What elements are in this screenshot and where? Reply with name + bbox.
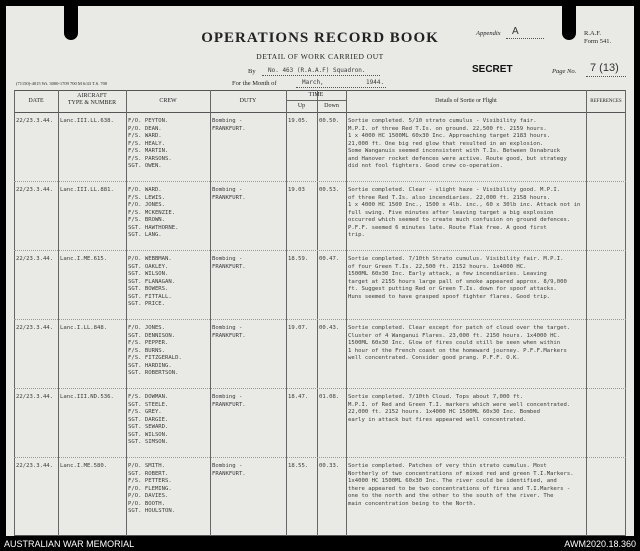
document-page (6, 6, 634, 536)
crew-member: F/O. WARD. (128, 187, 162, 193)
crew-member: F/S. MCKENZIE. (128, 209, 176, 216)
row-aircraft: Lanc.III.LL.638. (60, 118, 114, 124)
row-details-line: of three Red T.Is. also incendiaries. 22,000 ft. 2158 hours. (348, 194, 551, 201)
row-time-up: 18.47. (288, 394, 309, 400)
crew-member: F/S. LEWIS. (128, 194, 166, 201)
row-details-line: Sortie completed. 7/10th Cloud. Tops about 7,000 ft. (348, 394, 524, 400)
row-duty: FRANKFURT. (212, 263, 246, 270)
row-details-line: 1500ML 60x30 Inc. Glow of fires could still be seen when within (348, 340, 561, 346)
crew-member: SGT. FITTALL. (128, 293, 172, 300)
row-details-line: 21,000 ft. One big red glow that resulted in an explosion. (348, 140, 544, 147)
crew-member: SGT. HOULSTON. (128, 508, 176, 514)
row-duty: Bombing - (212, 325, 243, 331)
row-details-line: ft. Suggest putting Red or Green T.Is. down for spoof attacks. (348, 286, 557, 292)
row-details-line: Sortie completed. Clear - slight haze - Visibility good. M.P.I. (348, 187, 561, 193)
footer-accession-number: AWM2020.18.360 (564, 539, 636, 549)
crew-member: SGT. HARDING. (128, 362, 172, 369)
row-time-up: 18.59. (288, 256, 309, 262)
row-details-line: M.P.I. of three Red T.Is. on ground. 22,500 ft. 2159 hours. (348, 125, 547, 132)
page-no-value: 7 (13) (590, 62, 619, 74)
crew-member: P/O. DEAN. (128, 125, 162, 132)
crew-member: F/S. FITZGERALD. (128, 355, 182, 361)
crew-member: SGT. WILSON. (128, 271, 169, 277)
row-details-line: 1500ML 60x30 Inc. Early attack, a few incendiaries. Leaving (348, 271, 547, 277)
col-header-down: Down (324, 103, 339, 109)
row-details-line: one to the north and the other to the south of the river. The (348, 493, 554, 499)
header-bottom-border (14, 112, 626, 113)
row-duty: FRANKFURT. (212, 401, 246, 408)
col-border (286, 90, 287, 536)
row-details-line: well concentrated. Consider good prang. P.F.F. O.K. (348, 355, 520, 361)
crew-member: SGT. BOWERS. (128, 286, 169, 292)
row-time-up: 18.55. (288, 463, 309, 469)
month-underline (296, 87, 386, 88)
row-time-up: 19.05. (288, 118, 309, 124)
month-label: For the Month of (232, 80, 277, 87)
crew-member: SGT. FLANAGAN. (128, 278, 176, 285)
row-duty: FRANKFURT. (212, 194, 246, 201)
crew-member: F/S. WARD. (128, 133, 162, 139)
row-separator (14, 181, 626, 182)
crew-member: SGT. WILSON. (128, 431, 169, 438)
row-details-line: main concentration being to the North. (348, 500, 476, 507)
page-no-label: Page No. (552, 68, 577, 75)
row-details-line: occurred which seemed to create much confusion on ground defences. (348, 217, 571, 223)
crew-member: SGT. SEWARD. (128, 424, 169, 430)
row-aircraft: Lanc.I.ME.615. (60, 256, 108, 262)
col-header-details: Details of Sortie or Flight (435, 98, 497, 104)
row-details-line: Sortie completed. 5/10 strato cumulus - Visibility fair. (348, 118, 537, 124)
crew-member: P/O. SMITH. (128, 463, 166, 469)
col-header-crew: CREW (159, 98, 177, 104)
row-date: 22/23.3.44. (16, 187, 54, 193)
row-details-line: Northerly of two concentrations of mixed red and green T.I.Markers. (348, 470, 574, 477)
page-no-underline (586, 76, 626, 77)
crew-member: F/O. PEYTON. (128, 118, 169, 124)
year-value: 1944. (366, 79, 385, 86)
unit-name: No. 463 (R.A.A.F) Squadron. (268, 67, 366, 74)
col-border (586, 90, 587, 536)
time-divider (286, 100, 346, 101)
row-date: 22/23.3.44. (16, 325, 54, 331)
col-header-references: REFERENCES (590, 99, 622, 104)
crew-member: SGT. LANG. (128, 232, 162, 238)
row-details-line: of four Green T.Is. 22,500 ft. 2152 hours. 1x4000 HC. (348, 263, 527, 270)
row-date: 22/23.3.44. (16, 463, 54, 469)
col-border (14, 90, 15, 536)
row-duty: Bombing - (212, 256, 243, 262)
print-code: (71150)-4015 Wt. 3000-1709 700 M 6/43 T.S. 700 (16, 81, 108, 86)
row-details-line: full swing. Five minutes after leaving target a big explosion (348, 209, 554, 216)
col-header-up: Up (297, 103, 306, 109)
row-aircraft: Lanc.I.ME.580. (60, 463, 108, 469)
row-time-down: 00.50. (319, 118, 340, 124)
crew-member: SGT. HAWTHORNE. (128, 224, 179, 231)
row-date: 22/23.3.44. (16, 256, 54, 262)
row-details-line: early in attack but fires appeared well concentrated. (348, 416, 527, 423)
row-time-down: 00.43. (319, 325, 340, 331)
row-details-line: 1 x 4000 HC 1500ML 60x30 Inc. Approaching target 2183 hours. (348, 133, 551, 139)
crew-member: SGT. SIMSON. (128, 439, 169, 445)
row-duty: FRANKFURT. (212, 125, 246, 132)
crew-member: SGT. STEELE. (128, 401, 169, 408)
form-label: Form 541. (584, 38, 612, 45)
crew-member: F/S. PETTERS. (128, 478, 172, 484)
row-separator (14, 319, 626, 320)
crew-member: F/S. BROWN. (128, 217, 166, 223)
crew-member: P/O. BOOTH. (128, 500, 166, 507)
secret-stamp: SECRET (472, 64, 513, 75)
row-details-line: did not fool fighters. Good crew co-operation. (348, 163, 503, 169)
row-time-down: 00.33. (319, 463, 340, 469)
crew-member: SGT. DARGIE. (128, 416, 169, 423)
row-details-line: trip. (348, 232, 365, 238)
row-time-down: 01.08. (319, 394, 340, 400)
row-time-down: 00.53. (319, 187, 340, 193)
col-border (317, 90, 318, 536)
crew-member: F/O. FLEMING. (128, 485, 172, 492)
row-separator (14, 388, 626, 389)
page-subtitle: DETAIL OF WORK CARRIED OUT (256, 52, 384, 61)
by-label: By (248, 68, 256, 75)
row-duty: Bombing - (212, 118, 243, 124)
row-aircraft: Lanc.III.ND.536. (60, 394, 114, 400)
row-details-line: M.P.I. of Red and Green T.I. markers which were well concentrated. (348, 401, 571, 408)
appendix-value: A (512, 26, 519, 37)
row-details-line: Sortie completed. 7/10th Strato cumulus. Visibility fair. M.P.I. (348, 256, 564, 262)
col-header-aircraft: AIRCRAFT TYPE & NUMBER (67, 93, 117, 106)
row-date: 22/23.3.44. (16, 394, 54, 400)
row-duty: Bombing - (212, 394, 243, 400)
row-details-line: there appeared to be two concentrations of fires and T.I.Markers - (348, 485, 571, 492)
row-details-line: 1 hour of the French coast on the homeward journey. P.F.F.Markers (348, 347, 567, 354)
crew-member: SGT. ROBERTSON. (128, 370, 179, 376)
col-border (58, 90, 59, 536)
row-details-line: Sortie completed. Clear except for patch of cloud over the target. (348, 325, 571, 331)
col-header-time: TIME (308, 92, 324, 98)
crew-member: F/S. BURNS. (128, 347, 166, 354)
row-aircraft: Lanc.I.LL.848. (60, 325, 108, 331)
row-duty: Bombing - (212, 187, 243, 193)
month-value: March, (302, 79, 324, 86)
row-details-line: Sortie completed. Patches of very thin strato cumulus. Most (348, 463, 547, 469)
page-title: OPERATIONS RECORD BOOK (201, 30, 439, 46)
col-border (625, 90, 626, 536)
raf-label: R.A.F. (584, 30, 601, 37)
operations-table (14, 90, 626, 536)
crew-member: SGT. OAKLEY. (128, 263, 169, 270)
row-aircraft: Lanc.III.LL.881. (60, 187, 114, 193)
col-border (346, 90, 347, 536)
row-details-line: Cluster of 4 Wanganui Flares. 23,000 ft. 2150 hours. 1x4000 HC. (348, 332, 561, 339)
crew-member: SGT. OWEN. (128, 163, 162, 169)
row-time-up: 19.03 (288, 187, 305, 193)
col-border (126, 90, 127, 536)
row-duty: FRANKFURT. (212, 470, 246, 477)
crew-member: F/S. DOWMAN. (128, 394, 169, 400)
col-border (210, 90, 211, 536)
row-time-up: 19.07. (288, 325, 309, 331)
row-details-line: P.F.F. seemed 6 minutes late. Route Flak free. A good first (348, 224, 547, 231)
col-header-duty: DUTY (239, 98, 257, 104)
row-date: 22/23.3.44. (16, 118, 54, 124)
crew-member: SGT. DENNISON. (128, 332, 176, 339)
row-details-line: 22,000 ft. 2152 hours. 1x4000 HC 1500ML 60x30 Inc. Bombed (348, 409, 540, 415)
crew-member: F/S. PEPPER. (128, 340, 169, 346)
crew-member: F/S. HEALY. (128, 140, 166, 147)
col-header-date: DATE (28, 98, 44, 104)
appendix-underline (506, 38, 544, 39)
row-separator (14, 457, 626, 458)
row-separator (14, 250, 626, 251)
row-details-line: 1x4000 HC 1500ML 60x30 Inc. The river could be identified, and (348, 478, 557, 484)
appendix-label: Appendix (476, 30, 501, 37)
table-top-border (14, 90, 626, 91)
row-details-line: 1 x 4000 HC 1500 Inc., 1500 x 4lb. inc., 60 x 30lb inc. Attack not in (348, 202, 581, 208)
row-details-line: Some Wanganuis seemed inconsistent with T.Is. Between Osnabruck (348, 148, 561, 154)
row-details-line: Huns seemed to have grasped spoof fighter flares. Good trip. (348, 293, 551, 300)
crew-member: P/O. WEBBMAN. (128, 256, 172, 262)
unit-underline (262, 75, 380, 76)
row-time-down: 00.47. (319, 256, 340, 262)
crew-member: F/S. MARTIN. (128, 148, 169, 154)
crew-member: F/S. PARSONS. (128, 155, 172, 162)
crew-member: P/O. DAVIES. (128, 493, 169, 499)
crew-member: F/S. GREY. (128, 409, 162, 415)
row-details-line: and Hanover rocket defences were active. Route good, but strategy (348, 155, 567, 162)
footer-credit: AUSTRALIAN WAR MEMORIAL (4, 539, 135, 549)
crew-member: SGT. PRICE. (128, 301, 166, 307)
row-details-line: target at 2155 hours large pall of smoke appeared approx. 8/9,000 (348, 278, 567, 285)
crew-member: SGT. ROBERT. (128, 470, 169, 477)
row-duty: FRANKFURT. (212, 332, 246, 339)
crew-member: F/O. JONES. (128, 202, 166, 208)
crew-member: F/O. JONES. (128, 325, 166, 331)
row-duty: Bombing - (212, 463, 243, 469)
